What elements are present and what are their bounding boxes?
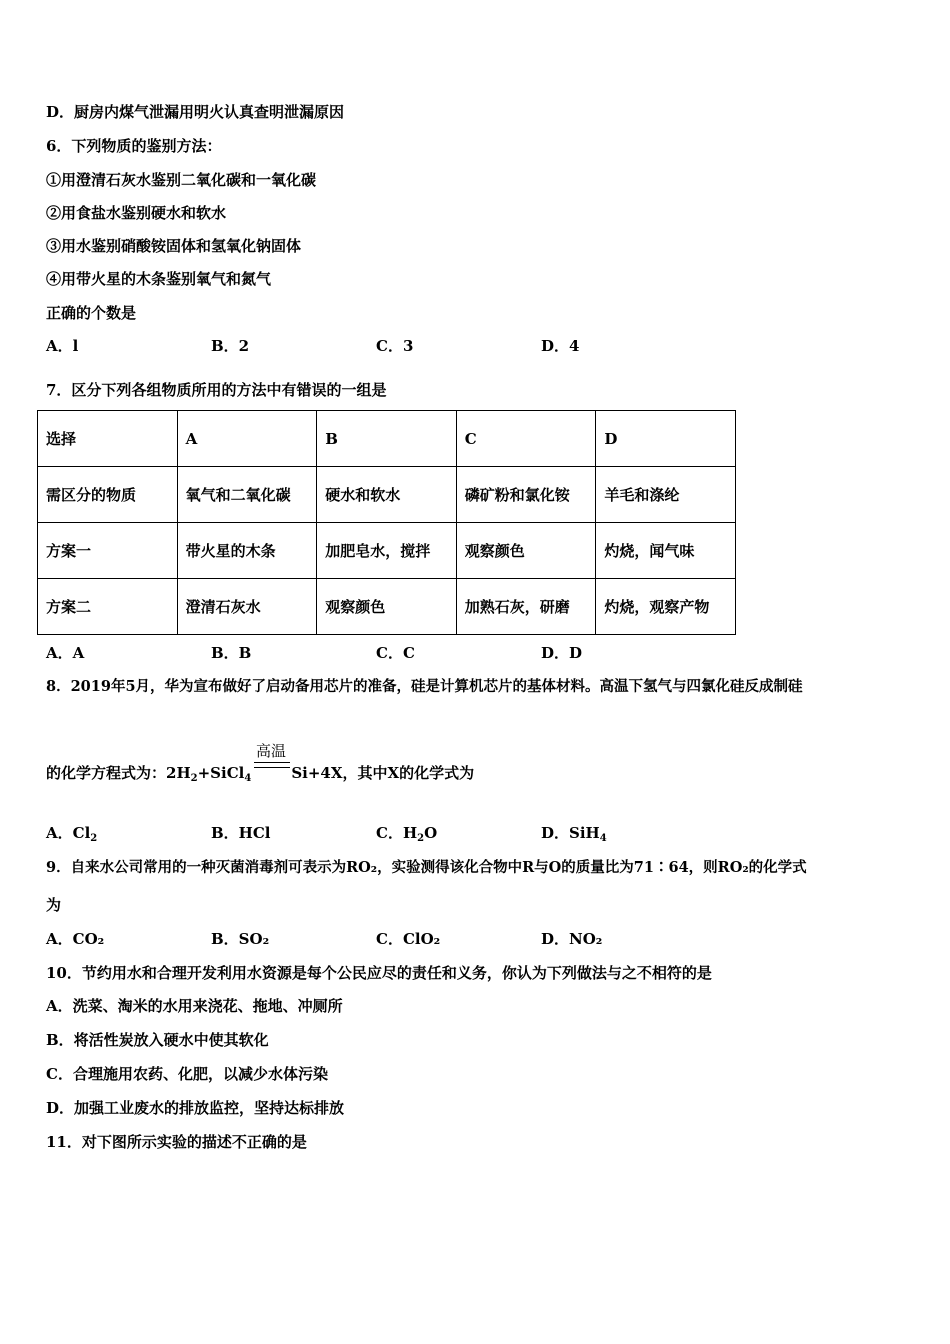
q6-item-2: ②用食盐水鉴别硬水和软水 [46, 204, 227, 222]
q6-option-a: A．l [46, 337, 79, 355]
eq-plus: +SiCl [197, 764, 245, 782]
q10-option-d: D．加强工业废水的排放监控，坚持达标排放 [46, 1099, 345, 1117]
q6-option-c: C．3 [376, 337, 414, 355]
table-row [38, 467, 736, 523]
q6-prompt: 正确的个数是 [46, 304, 137, 322]
q7-table [37, 410, 736, 635]
q6-stem: 6．下列物质的鉴别方法： [46, 137, 222, 155]
q7-option-b: B．B [211, 644, 252, 662]
q6-option-d: D．4 [541, 337, 580, 355]
option-label-tail: O [424, 824, 438, 842]
table-cell: B [317, 411, 457, 467]
table-cell: 澄清石灰水 [177, 579, 317, 635]
reaction-condition: 高温 [256, 742, 287, 760]
table-cell: 灼烧，闻气味 [596, 523, 736, 579]
q10-option-b: B．将活性炭放入硬水中使其软化 [46, 1031, 269, 1049]
option-label: D．SiH [541, 824, 600, 842]
table-cell: 观察颜色 [317, 579, 457, 635]
table-cell: C [456, 411, 596, 467]
table-cell: 带火星的木条 [177, 523, 317, 579]
table-cell: 氧气和二氧化碳 [177, 467, 317, 523]
table-row [38, 579, 736, 635]
table-cell: 羊毛和涤纶 [596, 467, 736, 523]
eq-suffix: Si+4X，其中X的化学式为 [291, 764, 475, 782]
q9-option-c: C．ClO₂ [376, 930, 441, 948]
table-row [38, 411, 736, 467]
table-cell: 方案二 [38, 579, 178, 635]
q6-item-3: ③用水鉴别硝酸铵固体和氢氧化钠固体 [46, 237, 302, 255]
q10-option-a: A．洗菜、淘米的水用来浇花、拖地、冲厕所 [46, 997, 343, 1015]
q5-option-d: D．厨房内煤气泄漏用明火认真查明泄漏原因 [46, 103, 345, 121]
eq-prefix: 的化学方程式为：2H [46, 764, 191, 782]
table-cell: 磷矿粉和氯化铵 [456, 467, 596, 523]
table-cell: 需区分的物质 [38, 467, 178, 523]
table-cell: 选择 [38, 411, 178, 467]
q8-option-c [376, 823, 437, 849]
table-cell: 观察颜色 [456, 523, 596, 579]
subscript: 2 [417, 833, 425, 844]
subscript: 4 [599, 833, 607, 844]
q7-option-c: C．C [376, 644, 415, 662]
q8-option-d [541, 823, 607, 849]
table-cell: 硬水和软水 [317, 467, 457, 523]
q8-stem: 8．2019年5月，华为宣布做好了启动备用芯片的准备，硅是计算机芯片的基体材料。高温下氢气与四氯化硅反成制硅 [46, 678, 803, 695]
q10-option-c: C．合理施用农药、化肥，以减少水体污染 [46, 1065, 328, 1083]
subscript: 2 [90, 833, 98, 844]
table-cell: 方案一 [38, 523, 178, 579]
q9-stem-cont: 为 [46, 896, 62, 914]
option-label: A．Cl [46, 824, 91, 842]
q7-option-d: D．D [541, 644, 583, 662]
subscript: 4 [244, 773, 252, 784]
option-label: C．H [376, 824, 418, 842]
table-cell: 加肥皂水，搅拌 [317, 523, 457, 579]
table-cell: 灼烧，观察产物 [596, 579, 736, 635]
q9-option-b: B．SO₂ [211, 930, 270, 948]
q6-item-4: ④用带火星的木条鉴别氧气和氮气 [46, 270, 272, 288]
q9-option-d: D．NO₂ [541, 930, 603, 948]
q8-option-b [211, 823, 271, 843]
table-row [38, 523, 736, 579]
q7-stem: 7．区分下列各组物质所用的方法中有错误的一组是 [46, 381, 387, 399]
q10-stem: 10．节约用水和合理开发利用水资源是每个公民应尽的责任和义务，你认为下列做法与之不相符的是 [46, 964, 712, 982]
q6-item-1: ①用澄清石灰水鉴别二氧化碳和一氧化碳 [46, 171, 317, 189]
subscript: 2 [190, 773, 198, 784]
q11-stem: 11．对下图所示实验的描述不正确的是 [46, 1133, 307, 1151]
table-cell: A [177, 411, 317, 467]
option-label: B．HCl [211, 824, 271, 842]
q6-option-b: B．2 [211, 337, 250, 355]
q8-option-a [46, 823, 97, 849]
q9-stem: 9．自来水公司常用的一种灭菌消毒剂可表示为RO₂，实验测得该化合物中R与O的质量比为71∶64，则RO₂的化学式 [46, 859, 807, 876]
q8-equation [46, 763, 474, 789]
table-cell: D [596, 411, 736, 467]
q9-option-a: A．CO₂ [46, 930, 105, 948]
q7-option-a: A．A [46, 644, 85, 662]
table-cell: 加熟石灰，研磨 [456, 579, 596, 635]
